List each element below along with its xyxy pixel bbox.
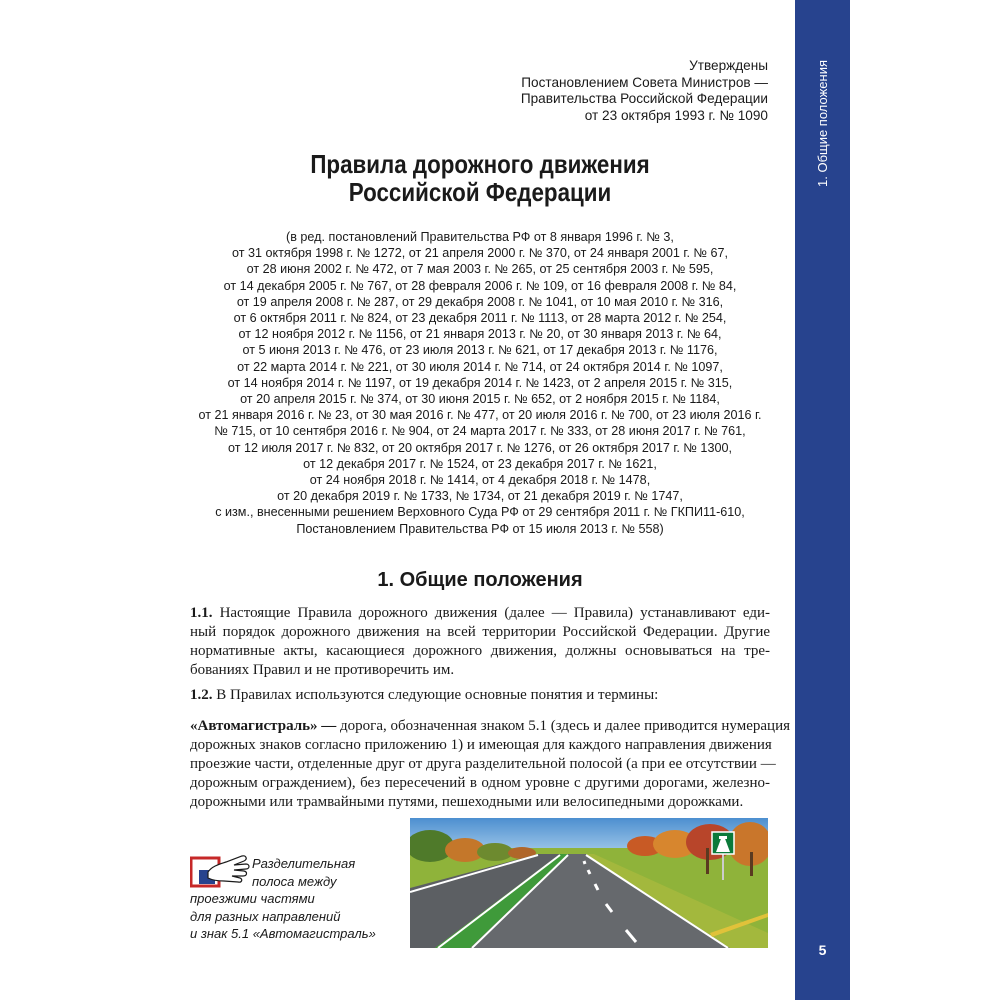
amendment-line: Постановлением Правительства РФ от 15 июля 2013 г. № 558) (296, 521, 664, 536)
paragraph-line: дорожных знаков согласно приложению 1) и имеющая для каждого направления движения (190, 737, 772, 753)
amendment-line: от 22 марта 2014 г. № 221, от 30 июля 2014 г. № 714, от 24 октября 2014 г. № 1097, (237, 359, 723, 374)
paragraph-line: нормативные акты, касающиеся дорожного движения, должны основываться на тре- (190, 643, 770, 659)
document-title-line-1: Правила дорожного движения (310, 149, 650, 179)
paragraph-line: дорожным ограждением), без пересечений в одном уровне с другими дорогами, железно- (190, 775, 770, 791)
amendment-line: от 12 ноября 2012 г. № 1156, от 21 января 2013 г. № 20, от 30 января 2013 г. № 64, (238, 327, 722, 342)
motorway-illustration (410, 818, 768, 948)
definition-autobahn (190, 717, 790, 812)
amendment-line: от 20 апреля 2015 г. № 374, от 30 июня 2015 г. № 652, от 2 ноября 2015 г. № 1184, (240, 392, 720, 407)
approval-line: Утверждены (689, 58, 768, 73)
page-number: 5 (818, 942, 827, 958)
paragraph-line: 1.2. В Правилах используются следующие основные понятия и термины: (190, 687, 659, 703)
caption-line: полоса между (252, 873, 337, 889)
amendment-line: от 24 ноября 2018 г. № 1414, от 4 декабря 2018 г. № 1478, (309, 473, 651, 488)
paragraph-1-1 (190, 604, 770, 680)
amendment-line: от 19 апреля 2008 г. № 287, от 29 декабря 2008 г. № 1041, от 10 мая 2010 г. № 316, (236, 294, 724, 309)
amendment-line: от 12 июля 2017 г. № 832, от 20 октября 2017 г. № 1276, от 26 октября 2017 г. № 1300, (228, 440, 732, 455)
paragraph-1-2 (190, 686, 770, 705)
paragraph-line: проезжие части, отделенные друг от друга разделительной полосой (а при ее отсутствии — (190, 756, 776, 772)
amendments-list (170, 229, 790, 537)
amendment-line: от 6 октября 2011 г. № 824, от 23 декабря 2011 г. № 1113, от 28 марта 2012 г. № 254, (233, 311, 727, 326)
paragraph-number: 1.1. (190, 605, 213, 621)
caption-line: для разных направлений (190, 908, 341, 924)
caption-line: Разделительная (252, 856, 356, 871)
amendment-line: от 14 декабря 2005 г. № 767, от 28 февраля 2006 г. № 109, от 16 февраля 2008 г. № 84, (223, 278, 737, 293)
amendment-line: от 20 декабря 2019 г. № 1733, № 1734, от 21 декабря 2019 г. № 1747, (277, 489, 683, 504)
amendment-line: № 715, от 10 сентября 2016 г. № 904, от 24 марта 2017 г. № 333, от 28 июня 2017 г. № 761, (214, 424, 746, 439)
amendment-line: от 21 января 2016 г. № 23, от 30 мая 2016 г. № 477, от 20 июля 2016 г. № 700, от 23 июля 2016 г. (198, 408, 762, 423)
caption-line: и знак 5.1 «Автомагистраль» (190, 926, 376, 941)
caption-line: проезжими частями (190, 891, 315, 906)
approval-line: Правительства Российской Федерации (520, 91, 768, 106)
chapter-side-tab (795, 0, 850, 1000)
section-heading: 1. Общие положения (377, 569, 583, 591)
paragraph-line: ный порядок дорожного движения на всей территории Российской Федерации. Другие (190, 624, 770, 640)
paragraph-line: дорожными или трамвайными путями, пешеходными или велосипедными дорожками. (190, 794, 744, 810)
amendment-line: от 31 октября 1998 г. № 1272, от 21 апреля 2000 г. № 370, от 24 января 2001 г. № 67, (232, 246, 728, 261)
approval-line: от 23 октября 1993 г. № 1090 (584, 107, 768, 123)
amendment-line: от 5 июня 2013 г. № 476, от 23 июля 2013 г. № 621, от 17 декабря 2013 г. № 1176, (242, 343, 718, 358)
amendment-line: с изм., внесенными решением Верховного Суда РФ от 29 сентября 2011 г. № ГКПИ11-610, (215, 505, 745, 520)
amendment-line: (в ред. постановлений Правительства РФ от 8 января 1996 г. № 3, (286, 230, 674, 244)
document-title (231, 150, 730, 206)
defined-term: «Автомагистраль» — (190, 718, 337, 734)
paragraph-line: 1.1. Настоящие Правила дорожного движения (далее — Правила) устанавливают еди- (190, 605, 770, 621)
figure-caption (190, 855, 390, 943)
paragraph-number: 1.2. (190, 687, 213, 703)
paragraph-line: бованиях Правил и не противоречить им. (190, 662, 455, 678)
amendment-line: от 14 ноября 2014 г. № 1197, от 19 декабря 2014 г. № 1423, от 2 апреля 2015 г. № 315, (227, 375, 733, 390)
approval-block (348, 58, 768, 124)
paragraph-line: «Автомагистраль» — дорога, обозначенная знаком 5.1 (здесь и далее приводится нумерация (190, 718, 790, 734)
chapter-tab-label: 1. Общие положения (815, 60, 830, 188)
document-title-line-2: Российской Федерации (348, 177, 612, 207)
amendment-line: от 28 июня 2002 г. № 472, от 7 мая 2003 г. № 265, от 25 сентября 2003 г. № 595, (246, 262, 714, 277)
approval-line: Постановлением Совета Министров — (521, 74, 768, 90)
amendment-line: от 12 декабря 2017 г. № 1524, от 23 декабря 2017 г. № 1621, (303, 456, 657, 471)
